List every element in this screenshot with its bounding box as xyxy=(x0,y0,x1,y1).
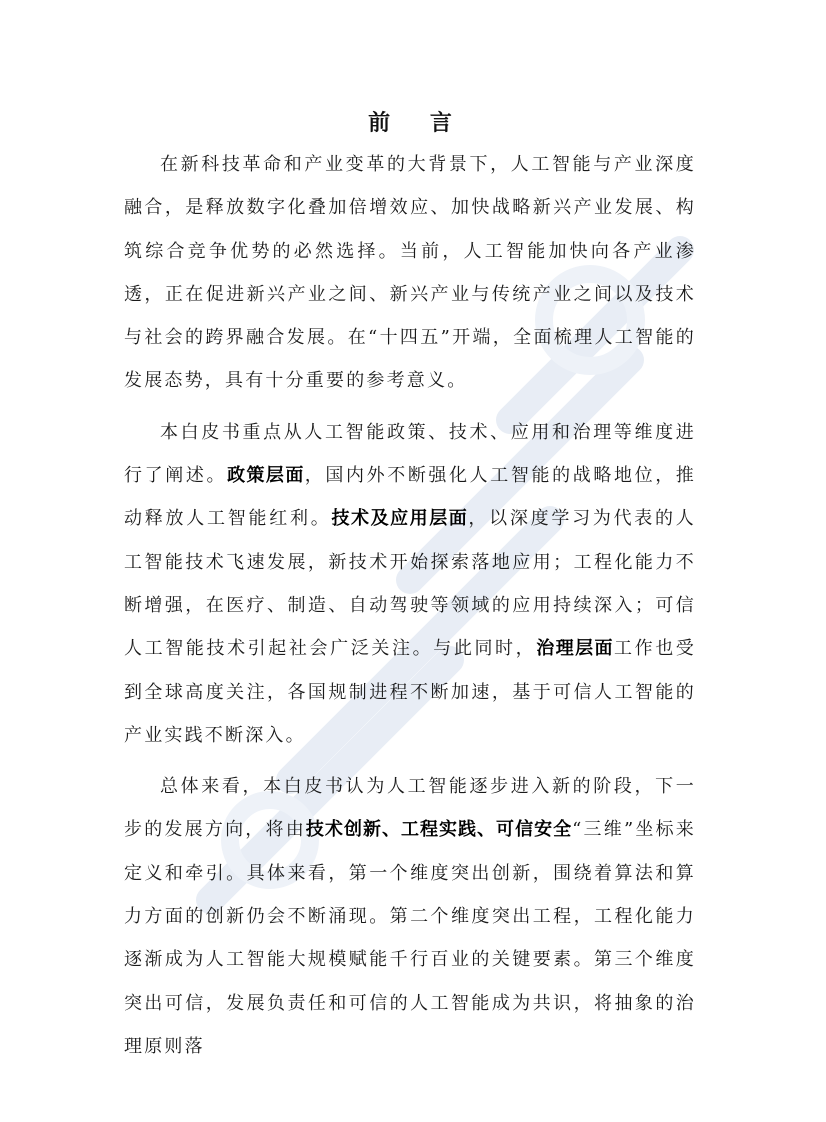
page-title: 前 言 xyxy=(368,110,468,136)
body-paragraph xyxy=(124,143,696,403)
text-run: ，国内外不断强化人工智能的战略地位，推动释放人工智能红利。 xyxy=(124,465,697,530)
body-paragraph xyxy=(124,765,696,1068)
text-run: “三维”坐标来定义和牵引。具体来看，第一个维度突出创新，围绕着算法和算力方面的创新仍会不断涌现。第二个维度突出工程，工程化能力逐渐成为人工智能大规模赋能千行百业的关键要素。第三个维度突出可信，发展负责任和可信的人工智能成为共识，将抽象的治理原则落 xyxy=(124,819,696,1057)
document-body xyxy=(124,103,696,1076)
text-run: 工作也受到全球高度关注，各国规制进程不断加速，基于可信人工智能的产业实践不断深入。 xyxy=(124,638,697,746)
bold-term: 治理层面 xyxy=(536,638,614,660)
bold-term: 技术及应用层面 xyxy=(331,508,469,530)
bold-term: 政策层面 xyxy=(227,465,305,487)
paragraph-list xyxy=(124,143,696,1068)
text-run: 在新科技革命和产业变革的大背景下，人工智能与产业深度融合，是释放数字化叠加倍增效应、加快战略新兴产业发展、构筑综合竞争优势的必然选择。当前，人工智能加快向各产业渗透，正在促进新兴产业之间、新兴产业与传统产业之间以及技术与社会的跨界融合发展。在“十四五”开端，全面梳理人工智能的发展态势，具有十分重要的参考意义。 xyxy=(124,154,696,392)
text-run: 本白皮书重点从人工智能政策、技术、应用和治理等维度进行了阐述。 xyxy=(124,421,696,487)
text-run: ，以深度学习为代表的人工智能技术飞速发展，新技术开始探索落地应用；工程化能力不断增强，在医疗、制造、自动驾驶等领域的应用持续深入；可信人工智能技术引起社会广泛关注。与此同时， xyxy=(124,508,697,660)
text-run: 总体来看，本白皮书认为人工智能逐步进入新的阶段，下一步的发展方向，将由 xyxy=(124,776,696,841)
bold-term: 技术创新、工程实践、可信安全 xyxy=(305,819,573,841)
body-paragraph xyxy=(124,411,696,757)
